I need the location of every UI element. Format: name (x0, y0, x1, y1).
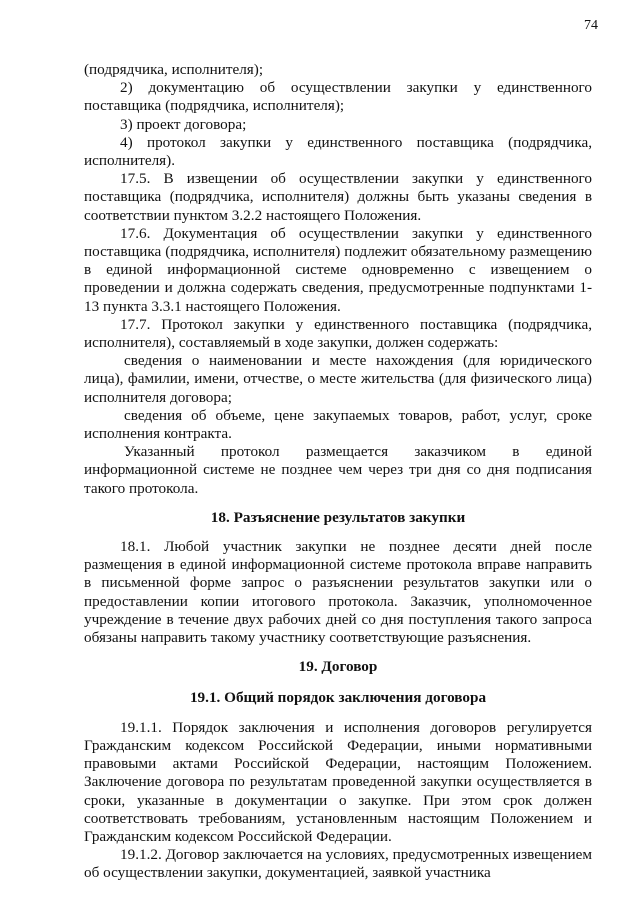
paragraph: 17.7. Протокол закупки у единственного поставщика (подрядчика, исполнителя), составляемый в ходе закупки, должен содержать: (84, 315, 592, 352)
paragraph: сведения об объеме, цене закупаемых товаров, работ, услуг, сроке исполнения контракта. (84, 406, 592, 443)
paragraph: 19.1.2. Договор заключается на условиях, предусмотренных извещением об осуществлении закупки, документацией, заявкой участника (84, 846, 592, 882)
paragraph: 2) документацию об осуществлении закупки у единственного поставщика (подрядчика, исполнителя); (84, 79, 592, 115)
paragraph: Указанный протокол размещается заказчиком в единой информационной системе не позднее чем через три дня со дня подписания такого протокола. (84, 443, 592, 497)
paragraph: 18.1. Любой участник закупки не позднее десяти дней после размещения в единой информационной системе протокола вправе направить в письменной форме запрос о разъяснении результатов закупки или о предоставлении копии итогового протокола. Заказчик, уполномоченное учреждение в течение двух рабочих дней со дня поступления такого запроса обязаны направить такому участнику соответствующие разъяснения. (84, 538, 592, 647)
paragraph: 17.6. Документация об осуществлении закупки у единственного поставщика (подрядчика, исполнителя) подлежит обязательному размещению в единой информационной системе одновременно с извещением о проведении и должна содержать сведения, предусмотренные подпунктами 1-13 пункта 3.3.1 настоящего Положения. (84, 224, 592, 315)
page-number: 74 (584, 18, 598, 33)
section-heading: 19. Договор (298, 658, 378, 676)
paragraph: 3) проект договора; (120, 115, 247, 133)
paragraph: сведения о наименовании и месте нахождения (для юридического лица), фамилии, имени, отчестве, о месте жительства (для физического лица) исполнителя договора; (84, 352, 592, 406)
document-body (84, 61, 592, 883)
paragraph: 17.5. В извещении об осуществлении закупки у единственного поставщика (подрядчика, исполнителя) должны быть указаны сведения в соответствии пунктом 3.2.2 настоящего Положения. (84, 170, 592, 224)
subsection-heading: 19.1. Общий порядок заключения договора (189, 688, 487, 706)
section-heading: 18. Разъяснение результатов закупки (210, 508, 466, 526)
paragraph: (подрядчика, исполнителя); (84, 61, 264, 78)
paragraph: 19.1.1. Порядок заключения и исполнения договоров регулируется Гражданским кодексом Российской Федерации, иными нормативными правовыми актами Российской Федерации, настоящим Положением. Заключение договора по результатам проведенной закупки осуществляется в сроки, указанные в документации о закупке. При этом срок должен соответствовать требованиям, установленным настоящим Положением и Гражданским кодексом Российской Федерации. (84, 718, 592, 845)
paragraph: 4) протокол закупки у единственного поставщика (подрядчика, исполнителя). (84, 133, 592, 170)
